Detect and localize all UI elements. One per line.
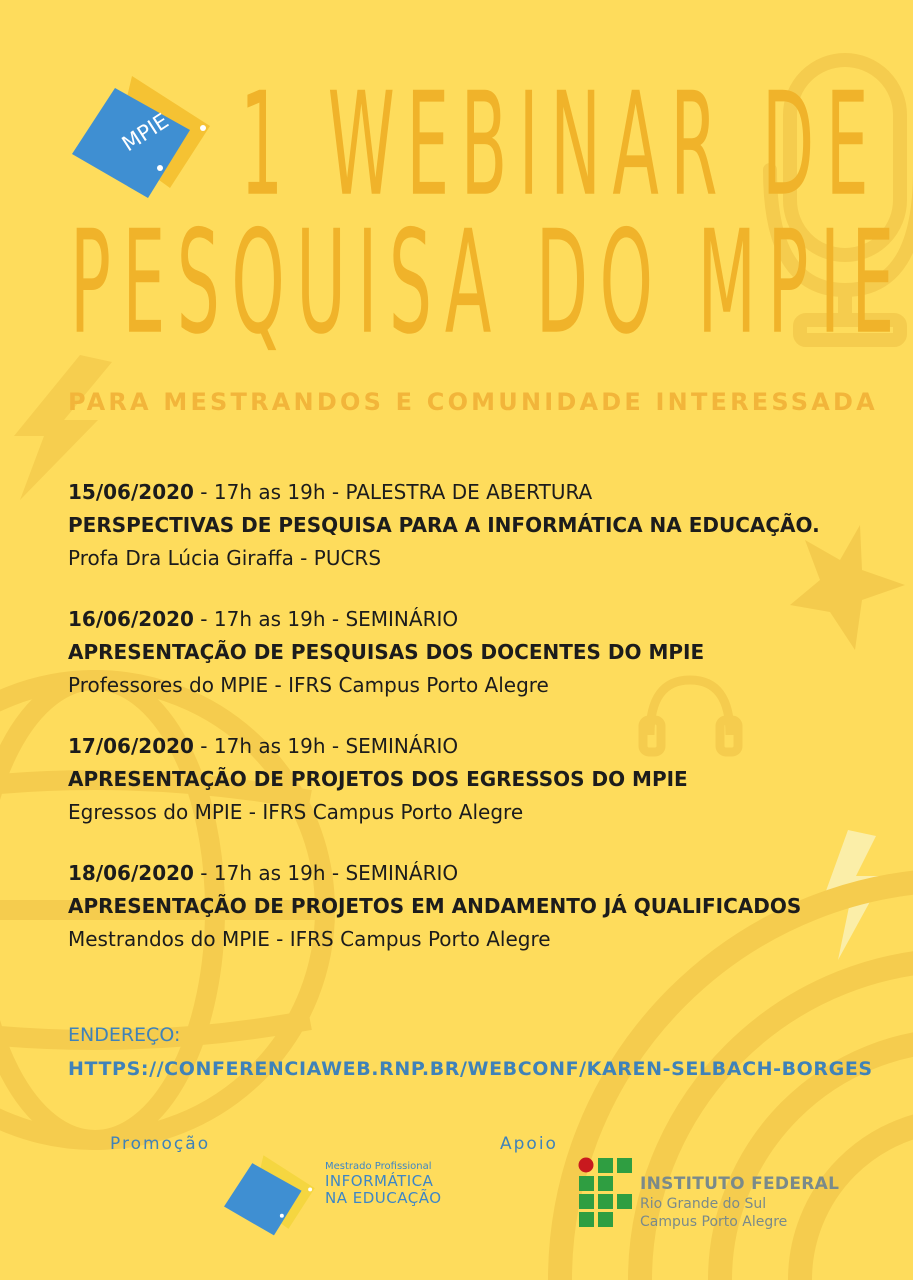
title-line-1: 1 WEBINAR DE: [240, 62, 881, 228]
event-title: APRESENTAÇÃO DE PROJETOS DOS EGRESSOS DO MPIE: [68, 767, 688, 791]
event-datetime: [68, 857, 888, 890]
event-title: PERSPECTIVAS DE PESQUISA PARA A INFORMÁTICA NA EDUCAÇÃO.: [68, 513, 820, 537]
mpie-small-logo-icon: [222, 1150, 322, 1242]
event-list: [68, 476, 888, 984]
event-datetime: [68, 476, 888, 509]
event-item: [68, 857, 888, 956]
event-speaker: Professores do MPIE - IFRS Campus Porto Alegre: [68, 673, 549, 697]
title-line-2: PESQUISA DO MPIE: [70, 200, 906, 366]
event-item: [68, 476, 888, 575]
event-speaker: Egressos do MPIE - IFRS Campus Porto Alegre: [68, 800, 524, 824]
if-logo-title: INSTITUTO FEDERAL: [640, 1174, 840, 1194]
mpie-logo: [70, 68, 220, 208]
event-date: 17/06/2020: [68, 734, 194, 758]
if-logo-campus: Campus Porto Alegre: [640, 1214, 788, 1230]
event-info: - 17h as 19h - SEMINÁRIO: [193, 861, 459, 885]
event-date: 18/06/2020: [68, 861, 194, 885]
mpie-logo-text: MPIE: [117, 108, 173, 157]
event-datetime: [68, 730, 888, 763]
if-logo-state: Rio Grande do Sul: [640, 1196, 767, 1212]
event-date: 15/06/2020: [68, 480, 194, 504]
event-speaker: Mestrandos do MPIE - IFRS Campus Porto Alegre: [68, 927, 551, 951]
event-date: 16/06/2020: [68, 607, 194, 631]
event-item: [68, 730, 888, 829]
event-title: APRESENTAÇÃO DE PROJETOS EM ANDAMENTO JÁ QUALIFICADOS: [68, 894, 802, 918]
event-title: APRESENTAÇÃO DE PESQUISAS DOS DOCENTES DO MPIE: [68, 640, 705, 664]
address-link[interactable]: HTTPS://CONFERENCIAWEB.RNP.BR/WEBCONF/KAREN-SELBACH-BORGES: [68, 1058, 873, 1080]
event-datetime: [68, 603, 888, 636]
event-info: - 17h as 19h - SEMINÁRIO: [193, 607, 459, 631]
event-speaker: Profa Dra Lúcia Giraffa - PUCRS: [68, 546, 382, 570]
address-block: [68, 1018, 873, 1086]
subtitle: PARA MESTRANDOS E COMUNIDADE INTERESSADA: [68, 388, 878, 416]
mpie-logo-text-block: [325, 1160, 442, 1207]
mpie-logo-line2: INFORMÁTICA: [325, 1172, 434, 1190]
promo-label: Promoção: [110, 1134, 211, 1154]
mpie-logo-line3: NA EDUCAÇÃO: [325, 1189, 442, 1207]
if-logo-text-block: [640, 1173, 839, 1231]
mpie-logo-line1: Mestrado Profissional: [325, 1161, 432, 1172]
event-info: - 17h as 19h - SEMINÁRIO: [193, 734, 459, 758]
event-item: [68, 603, 888, 702]
event-info: - 17h as 19h - PALESTRA DE ABERTURA: [193, 480, 593, 504]
if-logo-grid-icon: [578, 1157, 634, 1229]
apoio-label: Apoio: [500, 1134, 558, 1154]
address-label: ENDEREÇO:: [68, 1024, 181, 1046]
